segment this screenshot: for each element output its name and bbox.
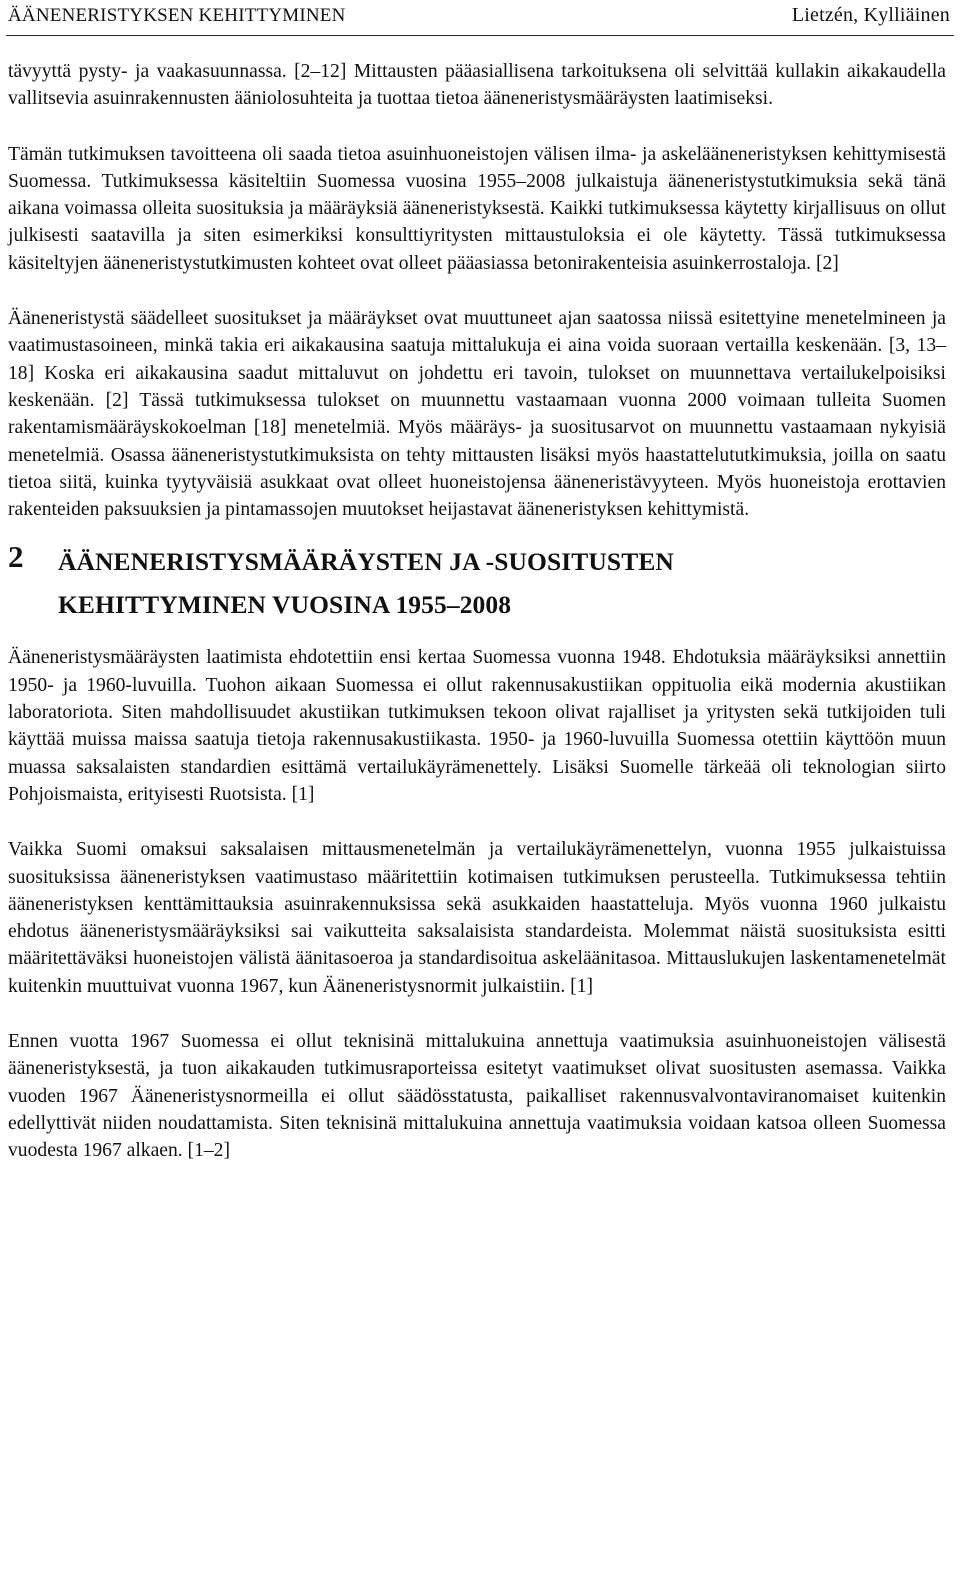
section-number: 2 [8,539,24,575]
header-rule [6,35,954,36]
section-title [58,540,674,626]
paragraph: Ennen vuotta 1967 Suomessa ei ollut teknisinä mittalukuina annettuja vaatimuksia asuinhuoneistojen välisestä ääneneristyksestä, ja tuon aikakauden tutkimusraporteissa esitetyt vaatimukset olivat suositusten asemassa. Vaikka vuoden 1967 Ääneneristysnormeilla ei ollut säädösstatusta, paikalliset rakennusvalvontaviranomaiset kuitenkin edellyttivät niiden noudattamista. Siten teknisinä mittalukuina annettuja vaatimuksia voidaan katsoa olleen Suomessa vuodesta 1967 alkaen. [1–2] [8,1031,946,1162]
paragraph: tävyyttä pysty- ja vaakasuunnassa. [2–12] Mittausten pääasiallisena tarkoituksena oli selvittää kullakin aikakaudella vallitsevia asuinrakennusten ääniolosuhteita ja tuottaa tietoa ääneneristysmääräysten laatimiseksi. [8,61,946,110]
section-title-line: ÄÄNENERISTYSMÄÄRÄYSTEN JA -SUOSITUSTEN [58,547,674,577]
running-header [8,4,950,30]
body-text [8,58,946,1165]
paragraph: Vaikka Suomi omaksui saksalaisen mittausmenetelmän ja vertailukäyrämenettelyn, vuonna 1955 julkaistuissa suosituksissa ääneneristyksen vaatimustaso määritettiin kotimaisen tutkimuksen perusteella. Tutkimuksessa tehtiin ääneneristyksen kenttämittauksia asuinrakennuksissa sekä asukkaiden haastatteluja. Myös vuonna 1960 julkaistu ehdotus ääneneristysmääräyksiksi sai vaikutteita saksalaisista standardeista. Molemmat näistä suosituksista esitti määritettäväksi huoneistojen välistä äänitasoeroa ja standardisoitua askeläänitasoa. Mittauslukujen laskentamenetelmät kuitenkin muuttuivat vuonna 1967, kun Ääneneristysnormit julkaistiin. [1] [8,839,946,997]
header-title: ÄÄNENERISTYKSEN KEHITTYMINEN [8,5,346,26]
section-heading [8,540,946,644]
paragraph: Tämän tutkimuksen tavoitteena oli saada tietoa asuinhuoneistojen välisen ilma- ja askelääneneristyksen kehittymisestä Suomessa. Tutkimuksessa käsiteltiin Suomessa vuosina 1955–2008 julkaistuja ääneneristystutkimuksia sekä tänä aikana voimassa olleita suosituksia ja määräyksiä ääneneristyksestä. Kaikki tutkimuksessa käytetty kirjallisuus on ollut julkisesti saatavilla ja siten esimerkiksi konsulttiyritysten mittaustuloksia ei ole käytetty. Tässä tutkimuksessa käsiteltyjen ääneneristystutkimusten kohteet ovat olleet pääasiassa betonirakenteisia asuinkerrostaloja. [2] [8,143,946,274]
paragraph: Ääneneristysmääräysten laatimista ehdotettiin ensi kertaa Suomessa vuonna 1948. Ehdotuksia määräyksiksi annettiin 1950- ja 1960-luvuilla. Tuohon aikaan Suomessa ei ollut rakennusakustiikan oppituolia eikä modernia akustiikan laboratoriota. Siten mahdollisuudet akustiikan tutkimuksen tekoon olivat rajalliset ja yritysten sekä tutkijoiden tuli käyttää muissa maissa saatuja tietoja rakennusakustiikasta. 1950- ja 1960-luvuilla Suomessa otettiin käyttöön muun muassa saksalaisten standardien esittämä vertailukäyrämenettely. Lisäksi Suomelle tärkeää oli teknologian siirto Pohjoismaista, erityisesti Ruotsista. [1] [8,647,946,805]
header-authors: Lietzén, Kylliäinen [791,4,950,26]
paragraph: Ääneneristystä säädelleet suositukset ja määräykset ovat muuttuneet ajan saatossa niissä esitettyine menetelmineen ja vaatimustasoineen, minkä takia eri aikakausina saatuja mittalukuja ei aina voida suoraan vertailla keskenään. [3, 13–18] Koska eri aikakausina saadut mittaluvut on johdettu eri tavoin, tulokset on muunnettava vertailukelpoisiksi keskenään. [2] Tässä tutkimuksessa tulokset on muunnettu vastaamaan vuonna 2000 voimaan tulleita Suomen rakentamismääräyskokoelman [18] menetelmiä. Myös määräys- ja suositusarvot on muunnettu vastaamaan nykyisiä menetelmiä. Osassa ääneneristystutkimuksista on tehty mittausten lisäksi myös haastattelututkimuksia, joilla on saatu tietoa siitä, kuinka tyytyväisiä asukkaat ovat olleet huoneistojensa ääneneristävyyteen. Myös huoneistoja erottavien rakenteiden paksuuksien ja pintamassojen muutokset heijastavat ääneneristyksen kehittymistä. [8,308,946,521]
section-title-line: KEHITTYMINEN VUOSINA 1955–2008 [58,590,512,620]
